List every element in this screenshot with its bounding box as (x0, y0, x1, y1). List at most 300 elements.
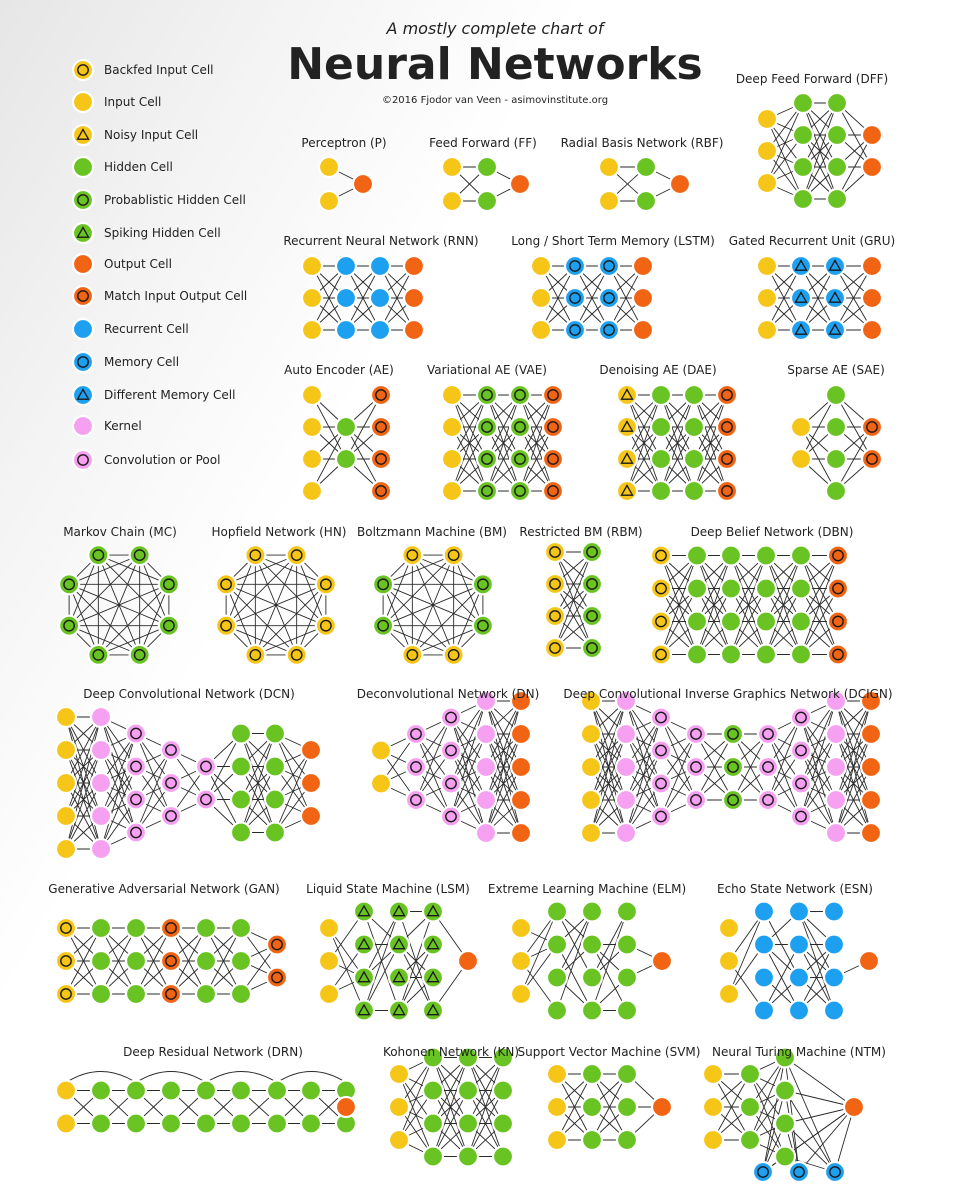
chart-subtitle: A mostly complete chart of (386, 19, 604, 38)
cell (828, 645, 848, 665)
cell (703, 1130, 723, 1150)
cell (196, 790, 216, 810)
cell (756, 579, 776, 599)
cell (754, 1001, 774, 1021)
cell (442, 417, 462, 437)
cell (267, 968, 287, 988)
cell (302, 288, 322, 308)
connection-line (412, 555, 483, 626)
cell (91, 707, 111, 727)
connection-line (69, 584, 140, 655)
cell (617, 935, 637, 955)
connection-line (412, 584, 483, 655)
network-title-dae: Denoising AE (DAE) (599, 363, 717, 377)
cell (245, 645, 265, 665)
cell (684, 449, 704, 469)
cell (510, 449, 530, 469)
cell (302, 256, 322, 276)
cell (373, 574, 393, 594)
cell (717, 481, 737, 501)
cell (545, 638, 565, 658)
cell (651, 708, 671, 728)
cell (442, 449, 462, 469)
network-title-dbn: Deep Belief Network (DBN) (690, 525, 854, 539)
cell (476, 790, 496, 810)
cell (599, 256, 619, 276)
cell (582, 542, 602, 562)
cell (616, 790, 636, 810)
cell (859, 951, 879, 971)
cell (477, 157, 497, 177)
cell (301, 1081, 321, 1101)
legend-swatch (73, 286, 93, 306)
cell (703, 1097, 723, 1117)
network-title-dff: Deep Feed Forward (DFF) (735, 72, 889, 86)
cell (684, 481, 704, 501)
cell (161, 740, 181, 760)
cell (651, 417, 671, 437)
cell (740, 1097, 760, 1117)
network-title-dcign: Deep Convolutional Inverse Graphics Network (DCIGN) (563, 687, 893, 701)
cell (91, 806, 111, 826)
cell (423, 1147, 443, 1167)
cell (59, 574, 79, 594)
cell (789, 902, 809, 922)
legend-swatch (73, 157, 93, 177)
cell (56, 951, 76, 971)
cell (617, 1064, 637, 1084)
cell (652, 951, 672, 971)
cell (231, 757, 251, 777)
cell (319, 191, 339, 211)
cell (545, 542, 565, 562)
cell (423, 1001, 443, 1021)
cell (791, 288, 811, 308)
legend-label: Different Memory Cell (104, 388, 236, 402)
cell (719, 951, 739, 971)
cell (651, 385, 671, 405)
cell (599, 157, 619, 177)
cell (582, 606, 602, 626)
cell (389, 902, 409, 922)
cell (543, 481, 563, 501)
cell (196, 757, 216, 777)
cell (791, 645, 811, 665)
connection-line (557, 912, 592, 1011)
cell (721, 612, 741, 632)
cell (267, 1081, 287, 1101)
cell (827, 93, 847, 113)
cell (633, 288, 653, 308)
cell (723, 757, 743, 777)
cell (651, 807, 671, 827)
cell (477, 449, 497, 469)
connection-line (98, 584, 169, 655)
cell (652, 1097, 672, 1117)
cell (245, 545, 265, 565)
cell (670, 174, 690, 194)
cell (861, 757, 881, 777)
cell (161, 984, 181, 1004)
cell (547, 1130, 567, 1150)
cell (231, 790, 251, 810)
cell (493, 1147, 513, 1167)
connection-line (69, 555, 140, 626)
cell (757, 256, 777, 276)
cell (353, 174, 373, 194)
legend-swatch (73, 190, 93, 210)
cell (302, 385, 322, 405)
cell (354, 968, 374, 988)
cell (723, 724, 743, 744)
cell (793, 189, 813, 209)
cell (687, 612, 707, 632)
cell (336, 320, 356, 340)
cell (511, 790, 531, 810)
cell (423, 1114, 443, 1134)
cell (161, 806, 181, 826)
cell (91, 740, 111, 760)
cell (687, 645, 707, 665)
cell (828, 546, 848, 566)
cell (793, 93, 813, 113)
legend-swatch (73, 450, 93, 470)
cell (740, 1130, 760, 1150)
legend-swatch (73, 254, 93, 274)
cell (703, 1064, 723, 1084)
cell (531, 288, 551, 308)
cell (354, 935, 374, 955)
cell (354, 1001, 374, 1021)
cell (473, 574, 493, 594)
cell (617, 417, 637, 437)
cell (651, 449, 671, 469)
network-title-svm: Support Vector Machine (SVM) (517, 1045, 701, 1059)
cell (126, 1114, 146, 1134)
cell (789, 968, 809, 988)
cell (581, 757, 601, 777)
cell (775, 1081, 795, 1101)
cell (231, 918, 251, 938)
cell (565, 256, 585, 276)
cell (91, 1081, 111, 1101)
cell (582, 574, 602, 594)
network-title-lsm: Liquid State Machine (LSM) (306, 882, 470, 896)
cell (719, 984, 739, 1004)
legend-label: Probablistic Hidden Cell (104, 193, 246, 207)
cell (389, 935, 409, 955)
cell (789, 1162, 809, 1182)
cell (319, 157, 339, 177)
cell (826, 385, 846, 405)
cell (370, 256, 390, 276)
cell (473, 616, 493, 636)
cell (477, 385, 497, 405)
cell (791, 417, 811, 437)
cell (686, 724, 706, 744)
cell (458, 1081, 478, 1101)
cell (423, 935, 443, 955)
cell (126, 724, 146, 744)
cell (826, 481, 846, 501)
cell (791, 612, 811, 632)
cell (844, 1097, 864, 1117)
cell (793, 157, 813, 177)
cell (616, 823, 636, 843)
cell (582, 1097, 602, 1117)
cell (721, 546, 741, 566)
cell (442, 157, 462, 177)
cell (862, 157, 882, 177)
cell (458, 951, 478, 971)
cell (161, 951, 181, 971)
cell (651, 546, 671, 566)
network-title-ntm: Neural Turing Machine (NTM) (712, 1045, 886, 1059)
network-title-sae: Sparse AE (SAE) (787, 363, 885, 377)
cell (756, 612, 776, 632)
cell (547, 902, 567, 922)
network-title-drn: Deep Residual Network (DRN) (123, 1045, 303, 1059)
cell (862, 449, 882, 469)
cell (862, 320, 882, 340)
cell (827, 125, 847, 145)
cell (861, 790, 881, 810)
cell (543, 417, 563, 437)
cell (402, 645, 422, 665)
network-title-gru: Gated Recurrent Unit (GRU) (728, 234, 896, 248)
connection-line (383, 584, 454, 655)
legend-swatch (73, 125, 93, 145)
cell (511, 724, 531, 744)
cell (59, 616, 79, 636)
cell (753, 1162, 773, 1182)
cell (130, 545, 150, 565)
cell (406, 757, 426, 777)
cell (91, 984, 111, 1004)
cell (477, 417, 497, 437)
cell (423, 902, 443, 922)
cell (370, 320, 390, 340)
legend-label: Convolution or Pool (104, 453, 221, 467)
cell (458, 1147, 478, 1167)
cell (740, 1064, 760, 1084)
cell (757, 288, 777, 308)
cell (287, 545, 307, 565)
cell (789, 1001, 809, 1021)
network-title-rbm: Restricted BM (RBM) (519, 525, 643, 539)
cell (404, 256, 424, 276)
cell (825, 256, 845, 276)
cell (493, 1114, 513, 1134)
cell (687, 546, 707, 566)
network-title-rnn: Recurrent Neural Network (RNN) (283, 234, 479, 248)
cell (231, 823, 251, 843)
cell (757, 320, 777, 340)
cell (825, 1162, 845, 1182)
cell (265, 823, 285, 843)
cell (684, 417, 704, 437)
network-title-vae: Variational AE (VAE) (427, 363, 547, 377)
cell (599, 191, 619, 211)
cell (371, 481, 391, 501)
cell (791, 774, 811, 794)
cell (336, 1097, 356, 1117)
cell (757, 109, 777, 129)
cell (827, 189, 847, 209)
cell (861, 724, 881, 744)
cell (582, 638, 602, 658)
cell (56, 918, 76, 938)
legend-swatch (73, 385, 93, 405)
cell (389, 968, 409, 988)
cell (196, 1081, 216, 1101)
cell (758, 724, 778, 744)
legend (104, 63, 247, 467)
cell (373, 616, 393, 636)
network-title-kn: Kohonen Network (KN) (382, 1045, 520, 1059)
cell (582, 902, 602, 922)
cell (826, 724, 846, 744)
cell (616, 724, 636, 744)
cell (402, 545, 422, 565)
cell (617, 1097, 637, 1117)
cell (633, 256, 653, 276)
cell (754, 968, 774, 988)
legend-label: Kernel (104, 419, 142, 433)
cell (582, 1064, 602, 1084)
cell (791, 807, 811, 827)
network-title-lstm: Long / Short Term Memory (LSTM) (511, 234, 715, 248)
cell (581, 790, 601, 810)
cell (389, 1130, 409, 1150)
cell (824, 902, 844, 922)
cell (319, 984, 339, 1004)
legend-label: Spiking Hidden Cell (104, 226, 221, 240)
cell (91, 773, 111, 793)
cell (458, 1114, 478, 1134)
cell (126, 918, 146, 938)
cell (651, 741, 671, 761)
cell (442, 191, 462, 211)
cell (826, 417, 846, 437)
cell (91, 918, 111, 938)
cell (684, 385, 704, 405)
cell (791, 741, 811, 761)
legend-label: Recurrent Cell (104, 322, 189, 336)
network-title-dn: Deconvolutional Network (DN) (356, 687, 540, 701)
cell (617, 385, 637, 405)
cell (316, 574, 336, 594)
cell (423, 1081, 443, 1101)
legend-swatch (73, 92, 93, 112)
cell (687, 579, 707, 599)
cell (826, 790, 846, 810)
cell (757, 173, 777, 193)
cell (651, 774, 671, 794)
cell (828, 579, 848, 599)
cell (444, 645, 464, 665)
cell (775, 1114, 795, 1134)
cell (301, 1114, 321, 1134)
cell (265, 757, 285, 777)
cell (159, 574, 179, 594)
cell (319, 918, 339, 938)
cell (371, 417, 391, 437)
cell (406, 790, 426, 810)
cell (547, 935, 567, 955)
cell (510, 481, 530, 501)
legend-swatch (73, 223, 93, 243)
cell (371, 741, 391, 761)
legend-label: Input Cell (104, 95, 162, 109)
cell (301, 740, 321, 760)
cell (758, 790, 778, 810)
cell (91, 1114, 111, 1134)
cell (196, 1114, 216, 1134)
cell (717, 417, 737, 437)
cell (216, 574, 236, 594)
cell (476, 823, 496, 843)
cell (719, 918, 739, 938)
cell (267, 1114, 287, 1134)
cell (717, 449, 737, 469)
cell (721, 645, 741, 665)
cell (651, 579, 671, 599)
cell (56, 984, 76, 1004)
cell (477, 191, 497, 211)
cell (511, 757, 531, 777)
cell (791, 256, 811, 276)
cell (862, 256, 882, 276)
cell (545, 606, 565, 626)
cell (547, 968, 567, 988)
network-title-dcn: Deep Convolutional Network (DCN) (83, 687, 295, 701)
cell (723, 790, 743, 810)
cell (824, 1001, 844, 1021)
chart-credit: ©2016 Fjodor van Veen - asimovinstitute.org (381, 95, 609, 106)
cell (862, 288, 882, 308)
cell (231, 1114, 251, 1134)
cell (130, 645, 150, 665)
cell (651, 612, 671, 632)
legend-swatch (73, 60, 93, 80)
cell (56, 806, 76, 826)
cell (302, 481, 322, 501)
cell (721, 579, 741, 599)
cell (56, 1114, 76, 1134)
cell (126, 823, 146, 843)
cell (616, 757, 636, 777)
cell (617, 449, 637, 469)
cell (316, 616, 336, 636)
network-title-gan: Generative Adversarial Network (GAN) (48, 882, 280, 896)
cell (159, 616, 179, 636)
cell (510, 385, 530, 405)
connection-line (226, 555, 297, 626)
cell (825, 320, 845, 340)
cell (301, 806, 321, 826)
cell (267, 935, 287, 955)
cell (161, 1114, 181, 1134)
cell (441, 708, 461, 728)
cell (599, 320, 619, 340)
cell (56, 707, 76, 727)
cell (582, 935, 602, 955)
legend-swatch (73, 352, 93, 372)
cell (371, 449, 391, 469)
cell (371, 385, 391, 405)
cell (756, 645, 776, 665)
